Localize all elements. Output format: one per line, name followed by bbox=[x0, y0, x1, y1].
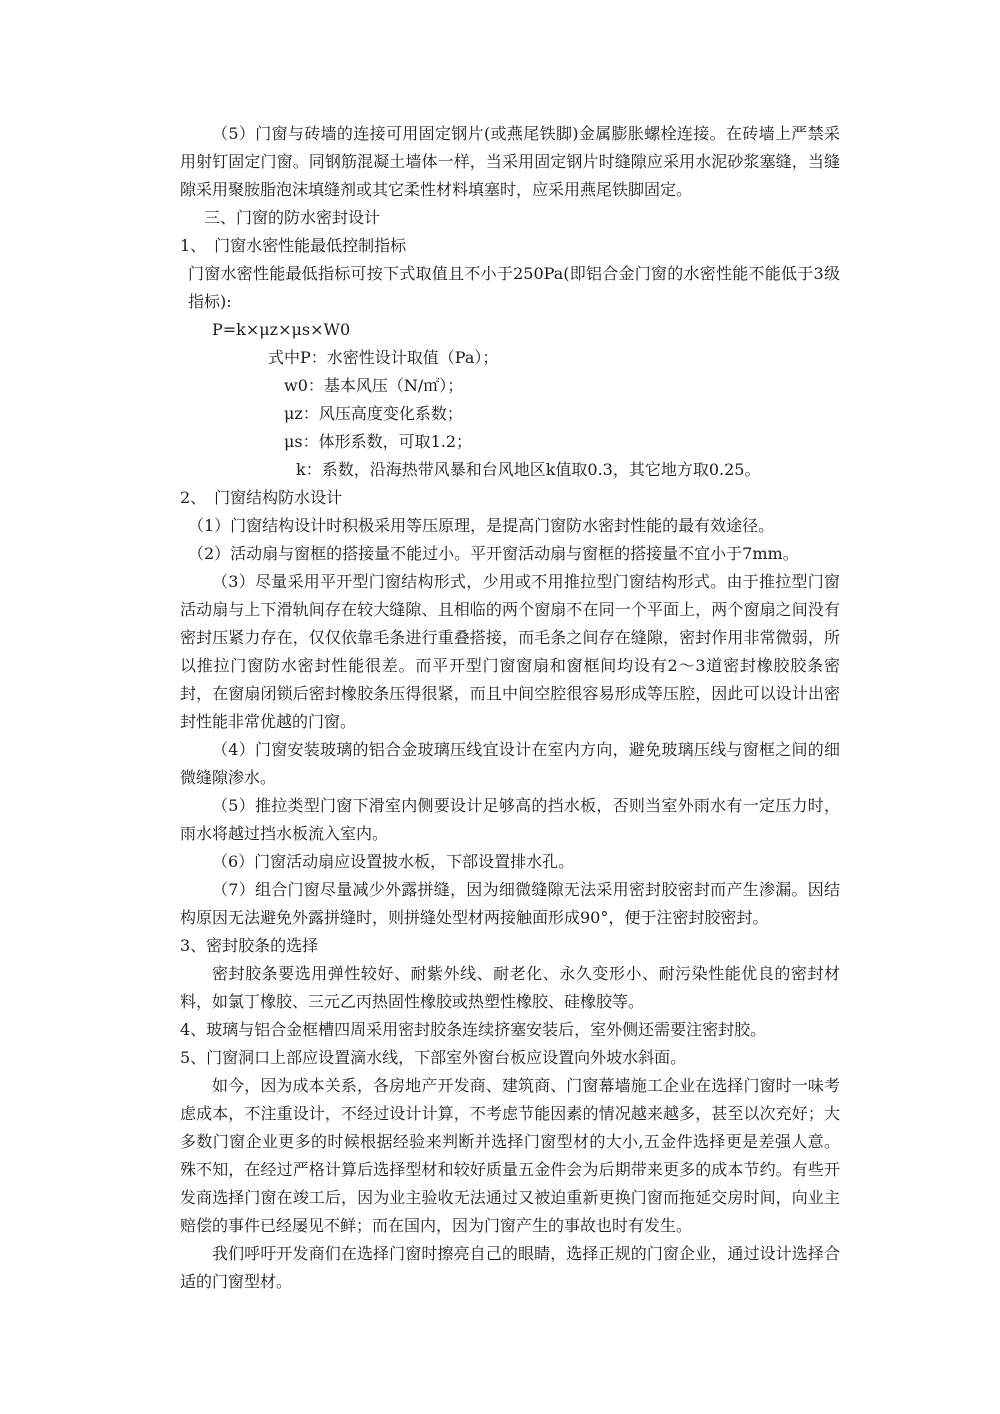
item-5: （5）推拉类型门窗下滑室内侧要设计足够高的挡水板，否则当室外雨水有一定压力时，雨水将越过挡水板流入室内。 bbox=[180, 796, 840, 843]
formula-def-w0: w0：基本风压（N/㎡）； bbox=[284, 376, 464, 395]
item-1: （1）门窗结构设计时积极采用等压原理，是提高门窗防水密封性能的最有效途径。 bbox=[188, 516, 775, 535]
item-7: （7）组合门窗尽量减少外露拼缝，因为细微缝隙无法采用密封胶密封而产生渗漏。因结构原因无法避免外露拼缝时，则拼缝处型材两接触面形成90°，便于注密封胶密封。 bbox=[180, 880, 840, 927]
subheading-1: 1、 门窗水密性能最低控制指标 bbox=[180, 236, 407, 255]
document-body bbox=[180, 120, 840, 1296]
formula-def-p: 式中P：水密性设计取值（Pa）； bbox=[268, 348, 499, 367]
paragraph-water-tightness-index: 门窗水密性能最低指标可按下式取值且不小于250Pa(即铝合金门窗的水密性能不能低于3级指标): bbox=[188, 264, 840, 311]
subheading-2: 2、 门窗结构防水设计 bbox=[180, 488, 343, 507]
item-6: （6）门窗活动扇应设置披水板，下部设置排水孔。 bbox=[212, 852, 575, 871]
paragraph-cost-issues: 如今，因为成本关系，各房地产开发商、建筑商、门窗幕墙施工企业在选择门窗时一味考虑成本，不注重设计，不经过设计计算，不考虑节能因素的情况越来越多，甚至以次充好；大多数门窗企业更多的时候根据经验来判断并选择门窗型材的大小,五金件选择更是差强人意。殊不知，在经过严格计算后选择型材和较好质量五金件会为后期带来更多的成本节约。有些开发商选择门窗在竣工后，因为业主验收无法通过又被迫重新更换门窗而拖延交房时间，向业主赔偿的事件已经屡见不鲜；而在国内，因为门窗产生的事故也时有发生。 bbox=[180, 1076, 840, 1235]
formula: P=k×μz×μs×W0 bbox=[212, 320, 351, 339]
formula-def-muz: μz：风压高度变化系数； bbox=[284, 404, 463, 423]
subheading-5: 5、门窗洞口上部应设置滴水线，下部室外窗台板应设置向外坡水斜面。 bbox=[180, 1048, 687, 1067]
paragraph-seal-strip: 密封胶条要选用弹性较好、耐紫外线、耐老化、永久变形小、耐污染性能优良的密封材料，如氯丁橡胶、三元乙丙热固性橡胶或热塑性橡胶、硅橡胶等。 bbox=[180, 964, 840, 1011]
paragraph-appeal: 我们呼吁开发商们在选择门窗时擦亮自己的眼睛，选择正规的门窗企业，通过设计选择合适的门窗型材。 bbox=[180, 1244, 840, 1291]
item-4: （4）门窗安装玻璃的铝合金玻璃压线宜设计在室内方向，避免玻璃压线与窗框之间的细微缝隙渗水。 bbox=[180, 740, 840, 787]
formula-def-mus: μs：体形系数，可取1.2； bbox=[284, 432, 473, 451]
item-3: （3）尽量采用平开型门窗结构形式，少用或不用推拉型门窗结构形式。由于推拉型门窗活动扇与上下滑轨间存在较大缝隙、且相临的两个窗扇不在同一个平面上，两个窗扇之间没有密封压紧力存在，仅仅依靠毛条进行重叠搭接，而毛条之间存在缝隙，密封作用非常微弱，所以推拉门窗防水密封性能很差。而平开型门窗窗扇和窗框间均设有2～3道密封橡胶胶条密封，在窗扇闭锁后密封橡胶条压得很紧，而且中间空腔很容易形成等压腔，因此可以设计出密封性能非常优越的门窗。 bbox=[180, 572, 840, 731]
subheading-3: 3、密封胶条的选择 bbox=[180, 936, 319, 955]
section-heading-waterproof-design: 三、门窗的防水密封设计 bbox=[204, 208, 381, 227]
formula-def-k: k：系数，沿海热带风暴和台风地区k值取0.3，其它地方取0.25。 bbox=[296, 460, 761, 479]
subheading-4: 4、玻璃与铝合金框槽四周采用密封胶条连续挤塞安装后，室外侧还需要注密封胶。 bbox=[180, 1020, 767, 1039]
item-2: （2）活动扇与窗框的搭接量不能过小。平开窗活动扇与窗框的搭接量不宜小于7mm。 bbox=[188, 544, 799, 563]
paragraph-brick-wall-connection: （5）门窗与砖墙的连接可用固定钢片(或燕尾铁脚)金属膨胀螺栓连接。在砖墙上严禁采用射钉固定门窗。同钢筋混凝土墙体一样，当采用固定钢片时缝隙应采用水泥砂浆塞缝，当缝隙采用聚胺脂泡沫填缝剂或其它柔性材料填塞时，应采用燕尾铁脚固定。 bbox=[180, 124, 840, 199]
